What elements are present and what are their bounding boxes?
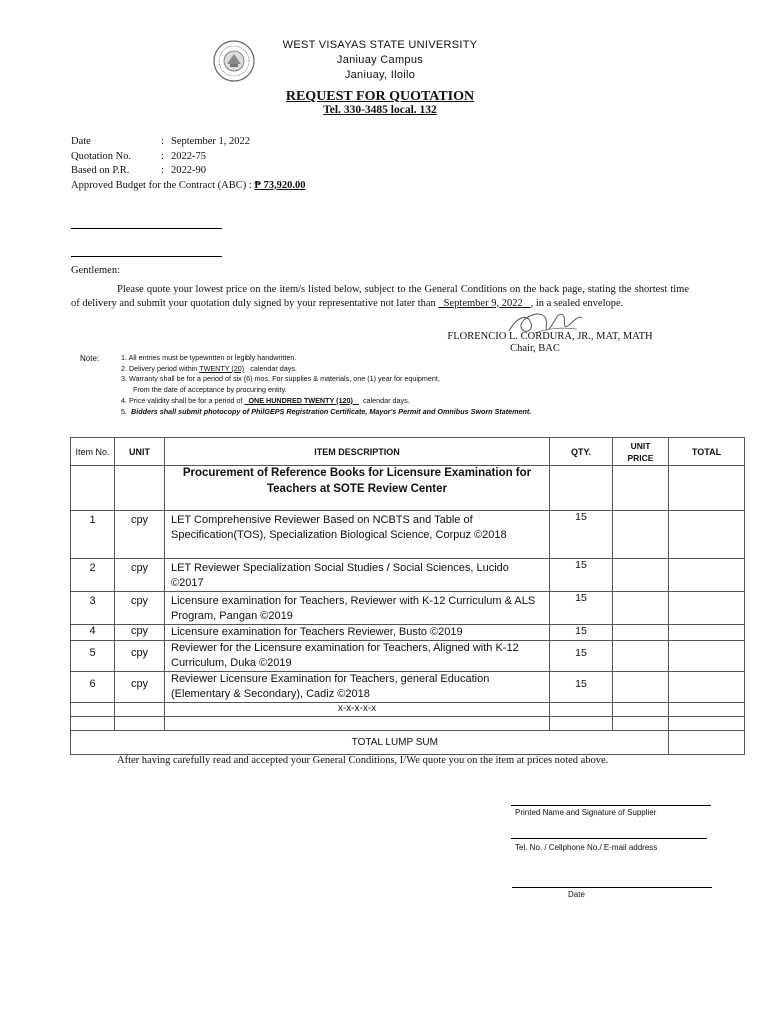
- table-row: [71, 559, 745, 592]
- note-3-cont: From the date of acceptance by procuring entity.: [133, 385, 287, 395]
- date-label: Date: [71, 136, 91, 147]
- letter-body-text: Please quote your lowest price on the item/s listed below, subject to the General Conditions on the back page, stating the shortest time of delivery and submit your quotation duly signed by your representative not later than: [71, 284, 689, 309]
- supplier-signature-line[interactable]: [511, 805, 711, 806]
- item-no: 5: [71, 641, 115, 672]
- item-no: 4: [71, 625, 115, 641]
- lump-sum-total[interactable]: [669, 731, 745, 755]
- item-description: Licensure examination for Teachers Reviewer, Busto ©2019: [165, 625, 550, 641]
- item-description: Reviewer for the Licensure examination for Teachers, Aligned with K-12 Curriculum, Duka ©2019: [165, 641, 550, 672]
- pr-value: 2022-90: [171, 165, 206, 176]
- item-description: LET Comprehensive Reviewer Based on NCBTS and Table of Specification(TOS), Specialization Biological Science, Corpuz ©2018: [165, 511, 550, 559]
- item-total[interactable]: [669, 625, 745, 641]
- item-no: 2: [71, 559, 115, 592]
- note-2: 2. Delivery period within TWENTY (20) calendar days.: [121, 363, 297, 373]
- date-value: September 1, 2022: [171, 136, 251, 147]
- notes-list: [121, 353, 581, 417]
- header-qty: QTY.: [550, 438, 613, 466]
- item-total[interactable]: [669, 559, 745, 592]
- note-4: 4. Price validity shall be for a period of ONE HUNDRED TWENTY (120) calendar days.: [121, 395, 410, 405]
- item-unit-price[interactable]: [613, 641, 669, 672]
- letter-body-end: in a sealed envelope.: [535, 297, 624, 309]
- signatory-name: FLORENCIO L. CORDURA, JR., MAT, MATH: [447, 331, 653, 342]
- abc-value: ₱ 73,920.00: [254, 179, 306, 191]
- date-line[interactable]: [512, 887, 712, 888]
- procurement-title: Procurement of Reference Books for Licensure Examination for Teachers at SOTE Review Center: [165, 466, 550, 511]
- pr-label: Based on P.R.: [71, 165, 130, 176]
- header-total: TOTAL: [669, 438, 745, 466]
- item-unit-price[interactable]: [613, 592, 669, 625]
- item-unit-price[interactable]: [613, 625, 669, 641]
- item-qty: 15: [550, 592, 613, 625]
- header-unit-price: UNIT PRICE: [613, 438, 669, 466]
- contact-line[interactable]: [511, 838, 707, 839]
- item-no: 1: [71, 511, 115, 559]
- item-no: 6: [71, 672, 115, 703]
- table-row: [71, 592, 745, 625]
- salutation: Gentlemen:: [71, 265, 120, 276]
- item-unit: cpy: [115, 672, 165, 703]
- item-unit: cpy: [115, 625, 165, 641]
- end-marker-row: [71, 703, 745, 717]
- note-label: Note:: [80, 354, 100, 363]
- abc-label: Approved Budget for the Contract (ABC) :: [71, 179, 252, 191]
- item-unit: cpy: [115, 641, 165, 672]
- item-unit-price[interactable]: [613, 559, 669, 592]
- item-description: Licensure examination for Teachers, Reviewer with K-12 Curriculum & ALS Program, Pangan ©2019: [165, 592, 550, 625]
- item-total[interactable]: [669, 672, 745, 703]
- item-qty: 15: [550, 641, 613, 672]
- end-marker: x-x-x-x-x: [165, 703, 550, 717]
- item-total[interactable]: [669, 511, 745, 559]
- item-qty: 15: [550, 672, 613, 703]
- item-unit: cpy: [115, 592, 165, 625]
- campus-location: Janiuay, Iloilo: [344, 69, 416, 81]
- item-description: LET Reviewer Specialization Social Studies / Social Sciences, Lucido ©2017: [165, 559, 550, 592]
- item-total[interactable]: [669, 592, 745, 625]
- item-qty: 15: [550, 511, 613, 559]
- contact-label: Tel. No. / Cellphone No./ E-mail address: [515, 843, 658, 852]
- header-unit: UNIT: [115, 438, 165, 466]
- item-no: 3: [71, 592, 115, 625]
- addressee-line-1[interactable]: [71, 228, 222, 229]
- item-qty: 15: [550, 559, 613, 592]
- note-3: 3. Warranty shall be for a period of six (6) mos. For supplies & materials, one (1) year for equipment,: [121, 374, 440, 384]
- letter-body: Please quote your lowest price on the item/s listed below, subject to the General Conditions on the back page, stating the shortest time of delivery and submit your quotation duly signed by your representative not later than September 9, 2022 , in a sealed envelope.: [71, 284, 689, 309]
- lump-sum-label: TOTAL LUMP SUM: [71, 731, 669, 755]
- item-unit-price[interactable]: [613, 511, 669, 559]
- note-5: 5. Bidders shall submit photocopy of PhilGEPS Registration Certificate, Mayor's Permit and Omnibus Sworn Statement.: [121, 406, 532, 416]
- item-unit: cpy: [115, 559, 165, 592]
- table-row: [71, 641, 745, 672]
- item-unit: cpy: [115, 511, 165, 559]
- table-header-row: [71, 438, 745, 466]
- quotation-no-label: Quotation No.: [71, 150, 132, 162]
- table-row: [71, 625, 745, 641]
- signatory-title: Chair, BAC: [510, 343, 560, 354]
- blank-row: [71, 717, 745, 731]
- deadline-date: September 9, 2022: [443, 297, 523, 309]
- quotation-no-value: 2022-75: [171, 150, 206, 162]
- university-name: WEST VISAYAS STATE UNIVERSITY: [282, 39, 478, 51]
- table-row: [71, 672, 745, 703]
- item-unit-price[interactable]: [613, 672, 669, 703]
- header-description: ITEM DESCRIPTION: [165, 438, 550, 466]
- document-title: REQUEST FOR QUOTATION: [285, 89, 475, 104]
- table-row: [71, 511, 745, 559]
- item-description: Reviewer Licensure Examination for Teachers, general Education (Elementary & Secondary), Cadiz ©2018: [165, 672, 550, 703]
- header-item-no: Item No.: [71, 438, 115, 466]
- supplier-signature-label: Printed Name and Signature of Supplier: [515, 808, 657, 817]
- acceptance-statement: After having carefully read and accepted your General Conditions, I/We quote you on the item at prices noted above.: [117, 755, 609, 766]
- lump-sum-row: [71, 731, 745, 755]
- items-table: [70, 437, 745, 755]
- addressee-line-2[interactable]: [71, 256, 222, 257]
- quotation-info: Date : September 1, 2022 Quotation No. : 2022-75 Based on P.R. : 2022-90 Approved Budget for the Contract (ABC) : ₱ 73,920.00: [71, 135, 305, 193]
- note-1: 1. All entries must be typewritten or legibly handwritten.: [121, 353, 297, 362]
- item-total[interactable]: [669, 641, 745, 672]
- date-label: Date: [568, 890, 585, 899]
- procurement-title-row: [71, 466, 745, 511]
- item-qty: 15: [550, 625, 613, 641]
- campus-name: Janiuay Campus: [336, 54, 424, 66]
- telephone-line: Tel. 330-3485 local. 132: [323, 104, 437, 116]
